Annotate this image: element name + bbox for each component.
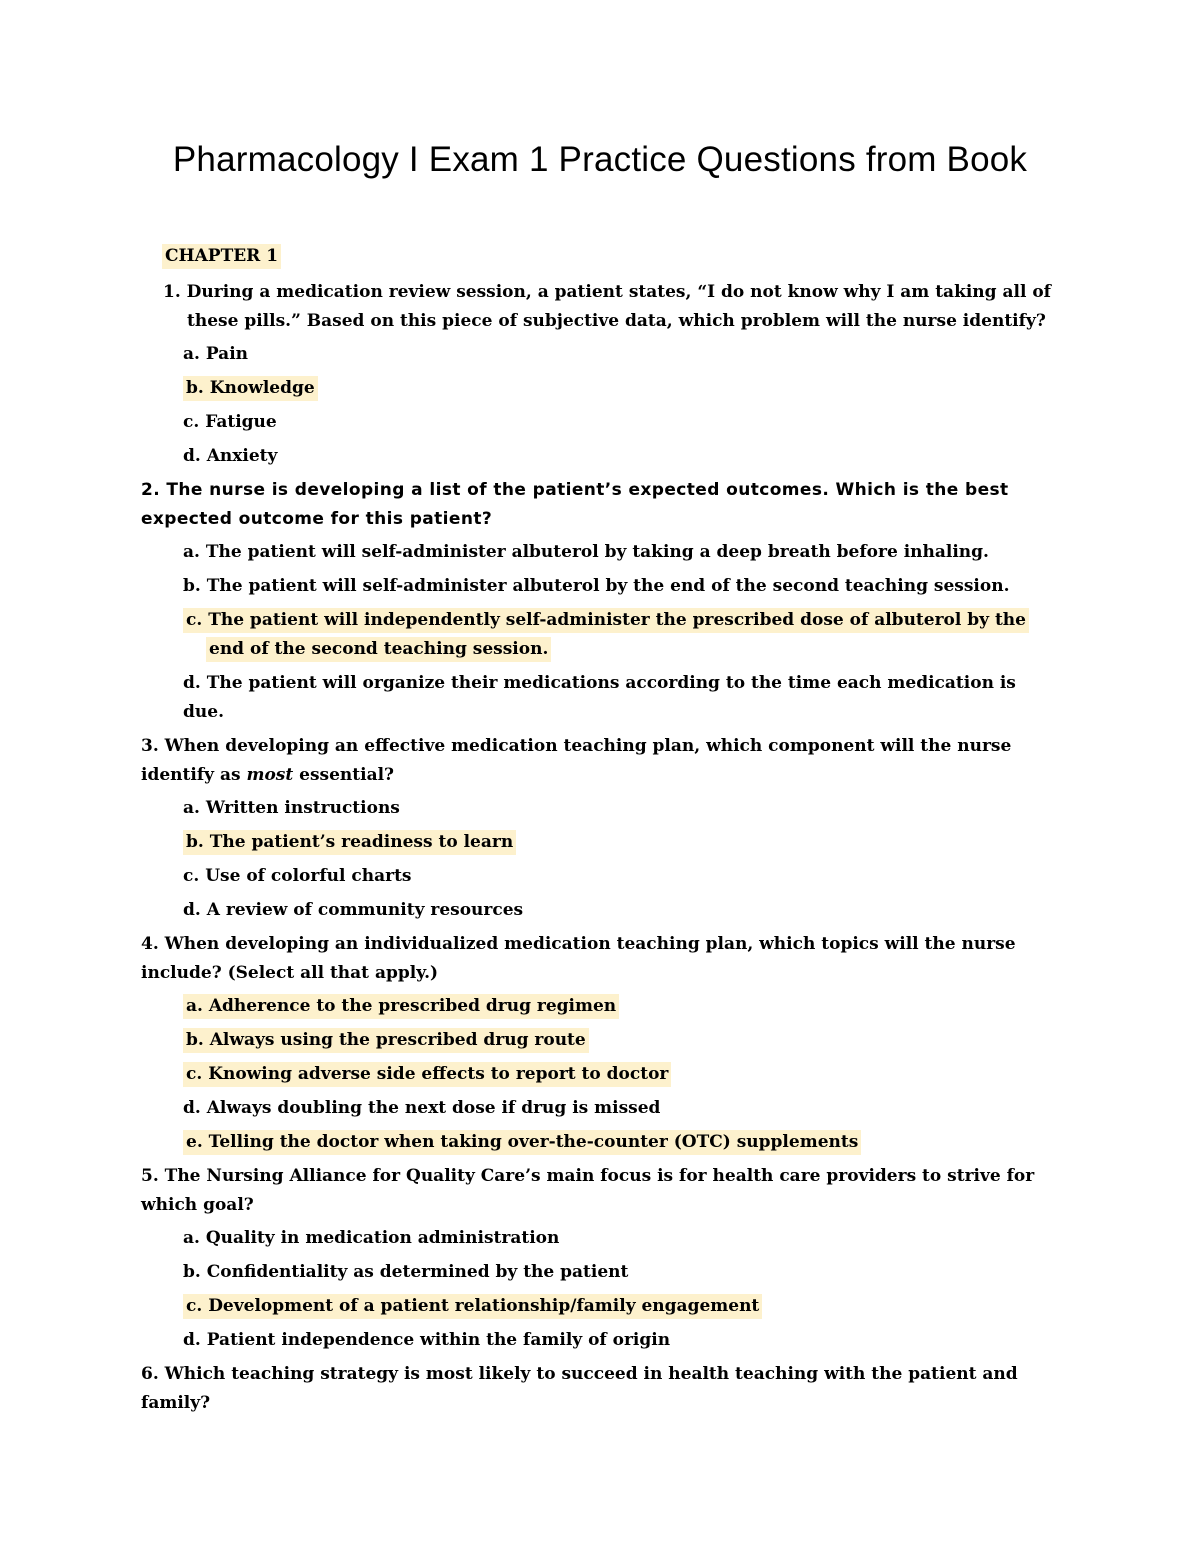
question-1-option-b: [183, 374, 1061, 403]
question-4-option-e: [183, 1128, 1061, 1157]
question-2-stem: 2. The nurse is developing a list of the patient’s expected outcomes. Which is the best expected outcome for this patient?: [141, 480, 1009, 529]
question-4-option-c: [183, 1060, 1061, 1089]
question-1-stem: 1. During a medication review session, a patient states, “I do not know why I am taking all of these pills.” Based on this piece of subjective data, which problem will the nurse identify?: [163, 282, 1051, 331]
answer-highlight: b. Knowledge: [183, 376, 318, 401]
answer-highlight: b. The patient’s readiness to learn: [183, 830, 516, 855]
question-3-option-d: d. A review of community resources: [183, 900, 524, 920]
question-1-option-c: c. Fatigue: [183, 412, 277, 432]
question-2-option-b: b. The patient will self-administer albuterol by the end of the second teaching session.: [183, 576, 1010, 596]
answer-highlight: a. Adherence to the prescribed drug regimen: [183, 994, 619, 1019]
question-2-option-d: d. The patient will organize their medications according to the time each medication is due.: [183, 673, 1016, 722]
answer-highlight: e. Telling the doctor when taking over-the-counter (OTC) supplements: [183, 1130, 861, 1155]
answer-highlight: c. The patient will independently self-administer the prescribed dose of albuterol by the end of the second teaching session.: [183, 608, 1029, 662]
question-6-stem: 6. Which teaching strategy is most likely to succeed in health teaching with the patient and family?: [141, 1364, 1018, 1413]
page-title: Pharmacology I Exam 1 Practice Questions from Book: [172, 140, 1028, 179]
question-4-stem: 4. When developing an individualized medication teaching plan, which topics will the nurse include? (Select all that apply.): [141, 934, 1016, 983]
question-5-stem: 5. The Nursing Alliance for Quality Care’s main focus is for health care providers to strive for which goal?: [141, 1166, 1035, 1215]
question-3-stem-emphasis: most: [246, 765, 294, 785]
question-4-option-d: d. Always doubling the next dose if drug is missed: [183, 1098, 661, 1118]
question-5-option-a: a. Quality in medication administration: [183, 1228, 560, 1248]
question-3-option-c: c. Use of colorful charts: [183, 866, 412, 886]
document-body: [141, 240, 1061, 1422]
question-4-option-a: [183, 992, 1061, 1021]
answer-highlight: b. Always using the prescribed drug route: [183, 1028, 589, 1053]
answer-highlight: c. Knowing adverse side effects to report to doctor: [183, 1062, 671, 1087]
chapter-label: CHAPTER 1: [162, 244, 281, 269]
question-5-option-b: b. Confidentiality as determined by the patient: [183, 1262, 629, 1282]
question-2-option-a: a. The patient will self-administer albuterol by taking a deep breath before inhaling.: [183, 542, 989, 562]
question-3-stem-end: essential?: [293, 765, 394, 785]
chapter-heading: [162, 240, 1061, 272]
question-1-option-d: d. Anxiety: [183, 446, 278, 466]
question-3-option-a: a. Written instructions: [183, 798, 400, 818]
question-1-option-a: a. Pain: [183, 344, 249, 364]
answer-highlight: c. Development of a patient relationship/family engagement: [183, 1294, 762, 1319]
question-5-option-d: d. Patient independence within the family of origin: [183, 1330, 671, 1350]
question-4-option-b: [183, 1026, 1061, 1055]
question-2-option-c: [183, 606, 1061, 664]
question-3-option-b: [183, 828, 1061, 857]
question-3-stem-start: 3. When developing an effective medication teaching plan, which component will the nurse identify as: [141, 736, 1012, 785]
question-5-option-c: [183, 1292, 1061, 1321]
question-3-stem: [141, 732, 1061, 790]
